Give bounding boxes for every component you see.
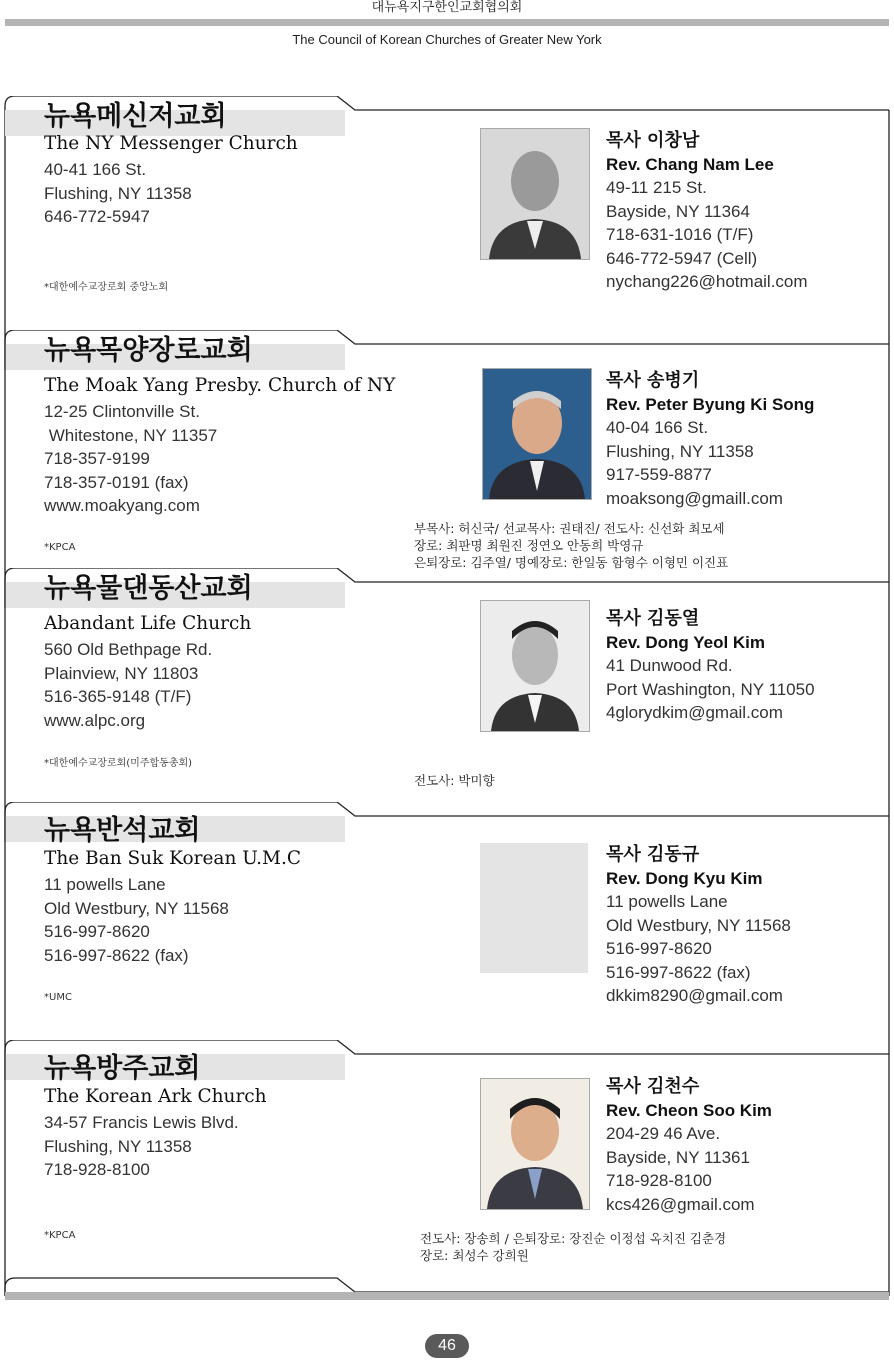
church-english-name: The Moak Yang Presby. Church of NY: [44, 375, 396, 396]
pastor-english-name: Rev. Dong Yeol Kim: [606, 632, 766, 652]
church-english-name: Abandant Life Church: [44, 613, 252, 634]
pastor-detail: 718-928-8100: [606, 1171, 712, 1190]
denomination-note: *UMC: [44, 992, 72, 1003]
address-line[interactable]: www.moakyang.com: [44, 496, 200, 515]
staff-line: 은퇴장로: 김주열/ 명예장로: 한일동 함형수 이형민 이진표: [414, 555, 729, 570]
address-line: Old Westbury, NY 11568: [44, 898, 229, 918]
address-line: 516-997-8620: [44, 922, 150, 941]
pastor-email[interactable]: dkkim8290@gmail.com: [606, 986, 783, 1005]
pastor-email[interactable]: 4glorydkim@gmail.com: [606, 703, 783, 722]
pastor-detail: 41 Dunwood Rd.: [606, 656, 733, 675]
header-korean-title: 대뉴욕지구한인교회협의회: [371, 0, 523, 15]
staff-line: 전도사: 박미향: [414, 773, 495, 788]
church-korean-name: 뉴욕반석교회: [44, 815, 201, 846]
church-korean-name: 뉴욕물댄동산교회: [44, 573, 253, 604]
pastor-detail: 40-04 166 St.: [606, 418, 709, 437]
pastor-english-name: Rev. Cheon Soo Kim: [606, 1100, 772, 1120]
pastor-korean-name: 목사 김천수: [606, 1076, 700, 1097]
address-line: Plainview, NY 11803: [44, 663, 199, 683]
pastor-detail: 516-997-8620: [606, 939, 712, 958]
pastor-korean-name: 목사 김동규: [606, 844, 700, 865]
pastor-detail: 204-29 46 Ave.: [606, 1124, 721, 1143]
denomination-note: *KPCA: [44, 1230, 76, 1241]
pastor-detail: 11 powells Lane: [606, 892, 728, 911]
church-korean-name: 뉴욕방주교회: [44, 1053, 201, 1084]
pastor-english-name: Rev. Dong Kyu Kim: [606, 868, 763, 888]
address-line: 516-365-9148 (T/F): [44, 687, 192, 706]
staff-line: 전도사: 장송희 / 은퇴장로: 장진순 이정섭 옥치진 김춘경: [420, 1231, 727, 1246]
address-line: 516-997-8622 (fax): [44, 945, 189, 965]
address-line: 718-357-9199: [44, 449, 150, 468]
staff-line: 장로: 최성수 강희원: [420, 1248, 529, 1263]
header-english-title: The Council of Korean Churches of Greater New York: [292, 32, 602, 47]
pastor-english-name: Rev. Peter Byung Ki Song: [606, 394, 815, 414]
church-english-name: The NY Messenger Church: [44, 133, 298, 154]
pastor-english-name: Rev. Chang Nam Lee: [606, 154, 774, 174]
pastor-detail: Port Washington, NY 11050: [606, 679, 815, 699]
address-line: 646-772-5947: [44, 207, 150, 226]
pastor-detail: Old Westbury, NY 11568: [606, 915, 791, 935]
pastor-email[interactable]: kcs426@gmail.com: [606, 1194, 755, 1214]
address-line[interactable]: www.alpc.org: [44, 710, 146, 730]
page-number: 46: [425, 1334, 469, 1358]
pastor-detail: 49-11 215 St.: [606, 178, 707, 197]
address-line: 12-25 Clintonville St.: [44, 402, 200, 421]
address-line: Flushing, NY 11358: [44, 1136, 192, 1156]
address-line: 11 powells Lane: [44, 875, 166, 894]
pastor-detail: 646-772-5947 (Cell): [606, 248, 758, 268]
pastor-detail: 516-997-8622 (fax): [606, 962, 751, 982]
address-line: 718-928-8100: [44, 1160, 150, 1179]
church-english-name: The Korean Ark Church: [44, 1086, 267, 1107]
pastor-korean-name: 목사 김동열: [606, 608, 700, 629]
denomination-note: *대한예수교장로회 중앙노회: [44, 282, 169, 293]
pastor-email[interactable]: moaksong@gmaill.com: [606, 488, 783, 508]
church-english-name: The Ban Suk Korean U.M.C: [44, 848, 302, 869]
address-line: 34-57 Francis Lewis Blvd.: [44, 1113, 239, 1132]
pastor-korean-name: 목사 이창남: [606, 130, 700, 151]
pastor-detail: Flushing, NY 11358: [606, 441, 754, 461]
denomination-note: *대한예수교장로회(미주합동총회): [44, 758, 193, 769]
pastor-detail: Bayside, NY 11364: [606, 201, 750, 221]
church-korean-name: 뉴욕목양장로교회: [44, 335, 253, 366]
pastor-detail: Bayside, NY 11361: [606, 1147, 750, 1167]
address-line: 560 Old Bethpage Rd.: [44, 640, 213, 659]
pastor-detail: 718-631-1016 (T/F): [606, 225, 754, 244]
staff-line: 부목사: 허신국/ 선교목사: 권태진/ 전도사: 신선화 최모세: [414, 521, 725, 536]
address-line: Whitestone, NY 11357: [44, 425, 218, 445]
staff-line: 장로: 최판명 최원진 정연오 안동희 박영규: [414, 538, 644, 553]
address-line: 40-41 166 St.: [44, 160, 147, 179]
church-korean-name: 뉴욕메신저교회: [44, 101, 227, 132]
pastor-detail: 917-559-8877: [606, 465, 712, 484]
pastor-korean-name: 목사 송병기: [606, 370, 700, 391]
pastor-email[interactable]: nychang226@hotmail.com: [606, 272, 808, 291]
address-line: Flushing, NY 11358: [44, 183, 192, 203]
denomination-note: *KPCA: [44, 542, 76, 553]
address-line: 718-357-0191 (fax): [44, 472, 189, 492]
